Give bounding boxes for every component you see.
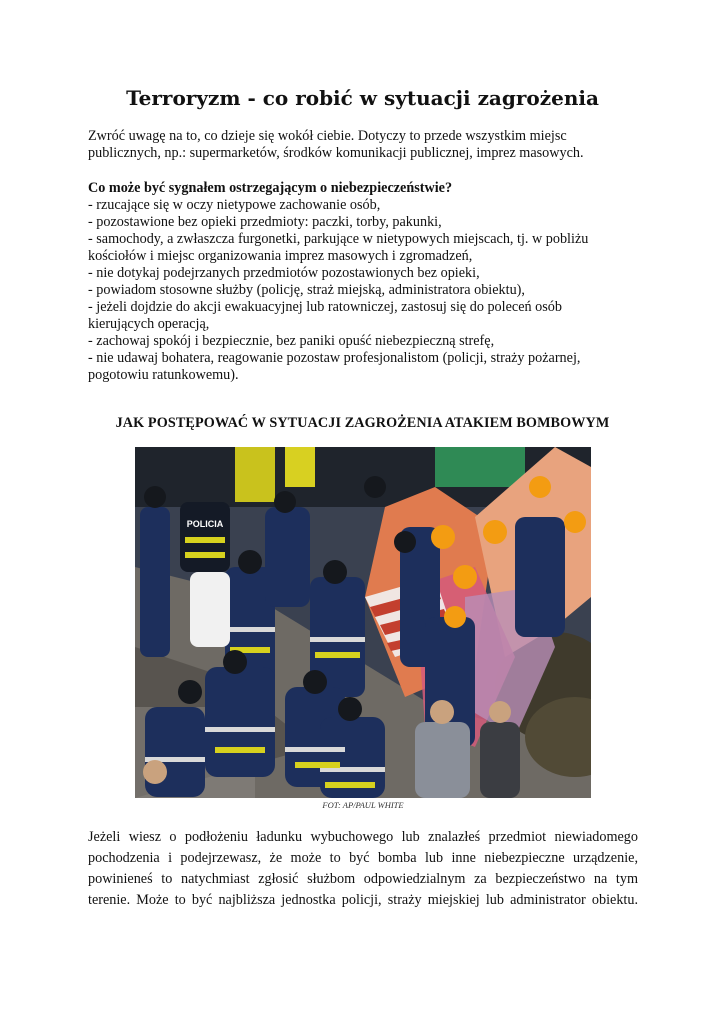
list-item: - pozostawione bez opieki przedmioty: paczki, torby, pakunki,: [88, 214, 442, 230]
list-item: - nie udawaj bohatera, reagowanie pozostaw profesjonalistom (policji, straży pożarnej,: [88, 350, 581, 366]
page-title: Terroryzm - co robić w sytuacji zagrożenia: [126, 86, 599, 110]
paragraph-line: powinieneś to natychmiast zgłosić służbom odpowiedzialnym za bezpieczeństwo na tym: [88, 871, 638, 887]
list-item: - zachowaj spokój i bezpiecznie, bez paniki opuść niebezpieczną strefę,: [88, 333, 495, 349]
paragraph-line: Jeżeli wiesz o podłożeniu ładunku wybuchowego lub znalazłeś przedmiot niewiadomego: [88, 829, 638, 845]
intro-paragraph: [88, 128, 648, 162]
list-item: - rzucające się w oczy nietypowe zachowanie osób,: [88, 197, 381, 213]
list-item: - samochody, a zwłaszcza furgonetki, parkujące w nietypowych miejscach, tj. w pobliżu: [88, 231, 589, 247]
list-item: pogotowiu ratunkowemu).: [88, 367, 239, 383]
photo-credit: FOT: AP/PAUL WHITE: [322, 800, 404, 810]
intro-line: Zwróć uwagę na to, co dzieje się wokół ciebie. Dotyczy to przede wszystkim miejsc: [88, 128, 567, 144]
rescue-photo: [135, 447, 591, 798]
list-item: kościołów i miejsc organizowania imprez masowych i zgromadzeń,: [88, 248, 473, 264]
rescue-scene-illustration: [135, 447, 591, 798]
warning-signs-list: [88, 180, 648, 384]
bomb-threat-paragraph: [88, 827, 638, 911]
list-item: - powiadom stosowne służby (policję, straż miejską, administratora obiektu),: [88, 282, 525, 298]
intro-line: publicznych, np.: supermarketów, środków komunikacji publicznej, imprez masowych.: [88, 145, 584, 161]
list-item: - nie dotykaj podejrzanych przedmiotów pozostawionych bez opieki,: [88, 265, 480, 281]
list-item: kierujących operacją,: [88, 316, 210, 332]
paragraph-line: pochodzenia i podejrzewasz, że może to być bomba lub inne niebezpieczne urządzenie,: [88, 850, 638, 866]
section-heading: JAK POSTĘPOWAĆ W SYTUACJI ZAGROŻENIA ATAKIEM BOMBOWYM: [115, 415, 610, 431]
warning-question: Co może być sygnałem ostrzegającym o niebezpieczeństwie?: [88, 180, 453, 196]
police-vest-text: POLICIA: [186, 519, 224, 529]
paragraph-line: terenie. Może to być najbliższa jednostka policji, straży miejskiej lub administrator obiektu.: [88, 892, 638, 908]
list-item: - jeżeli dojdzie do akcji ewakuacyjnej lub ratowniczej, zastosuj się do poleceń osób: [88, 299, 562, 315]
